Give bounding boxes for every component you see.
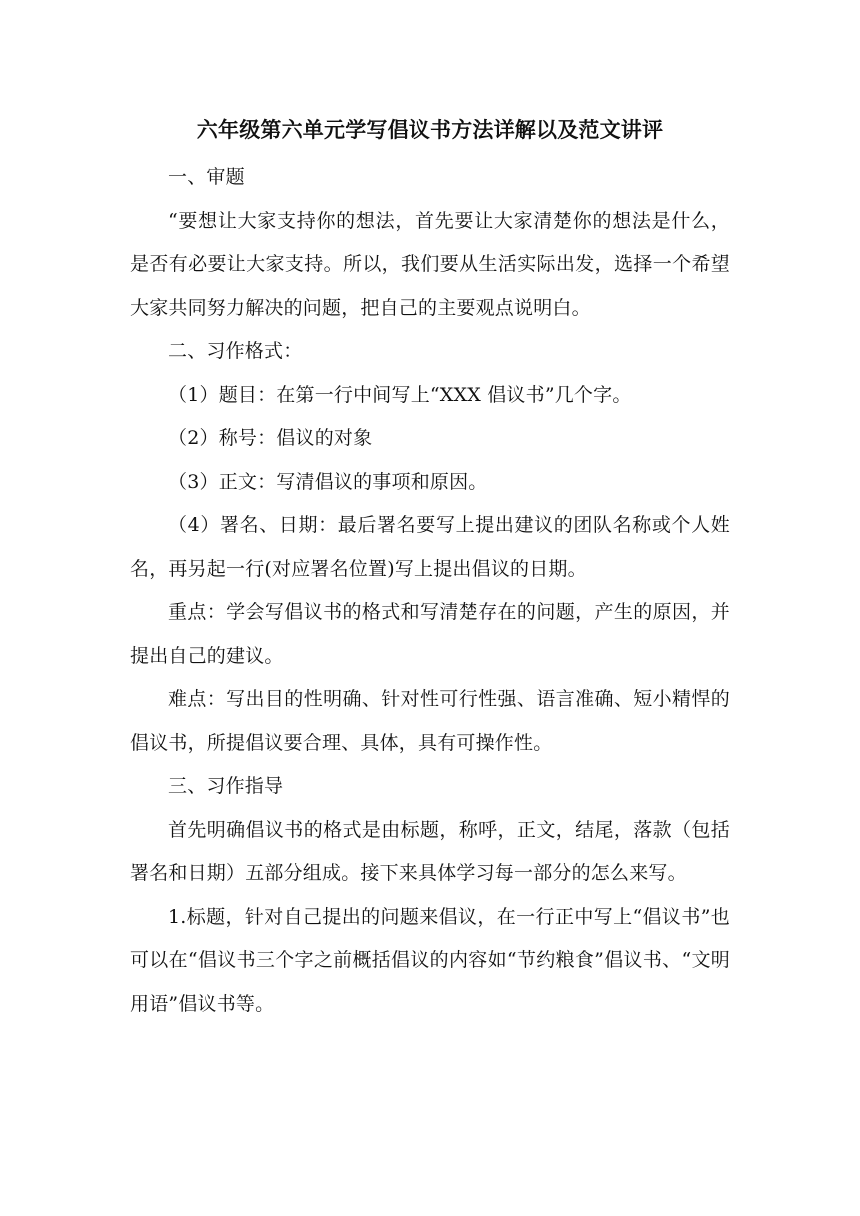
paragraph-key-points: 重点：学会写倡议书的格式和写清楚存在的问题，产生的原因，并提出自己的建议。 <box>130 601 730 667</box>
paragraph-guidance-intro: 首先明确倡议书的格式是由标题，称呼，正文，结尾，落款（包括署名和日期）五部分组成。接下来具体学习每一部分的怎么来写。 <box>130 818 730 884</box>
format-item-salutation: （2）称号：倡议的对象 <box>168 427 373 449</box>
section-heading-review: 一、审题 <box>168 166 245 188</box>
paragraph-difficult-points: 难点：写出目的性明确、针对性可行性强、语言准确、短小精悍的倡议书，所提倡议要合理、具体，具有可操作性。 <box>130 688 730 754</box>
paragraph-title-guidance: 1.标题，针对自己提出的问题来倡议，在一行正中写上“倡议书”也可以在“倡议书三个字之前概括倡议的内容如“节约粮食”倡议书、“文明用语”倡议书等。 <box>130 905 730 1015</box>
format-item-signature-date: （4）署名、日期：最后署名要写上提出建议的团队名称或个人姓名，再另起一行(对应署名位置)写上提出倡议的日期。 <box>130 514 730 580</box>
title-spacer <box>130 148 730 156</box>
format-item-body: （3）正文：写清倡议的事项和原因。 <box>168 470 488 493</box>
format-item-title: （1）题目：在第一行中间写上“XXX 倡议书”几个字。 <box>168 383 632 406</box>
document-title: 六年级第六单元学写倡议书方法详解以及范文讲评 <box>196 117 664 142</box>
section-heading-guidance: 三、习作指导 <box>168 775 284 797</box>
paragraph-review-intro: “要想让大家支持你的想法，首先要让大家清楚你的想法是什么，是否有必要让大家支持。所以，我们要从生活实际出发，选择一个希望大家共同努力解决的问题，把自己的主要观点说明白。 <box>130 209 730 319</box>
section-heading-format: 二、习作格式： <box>168 340 303 362</box>
document-body <box>130 112 730 1026</box>
